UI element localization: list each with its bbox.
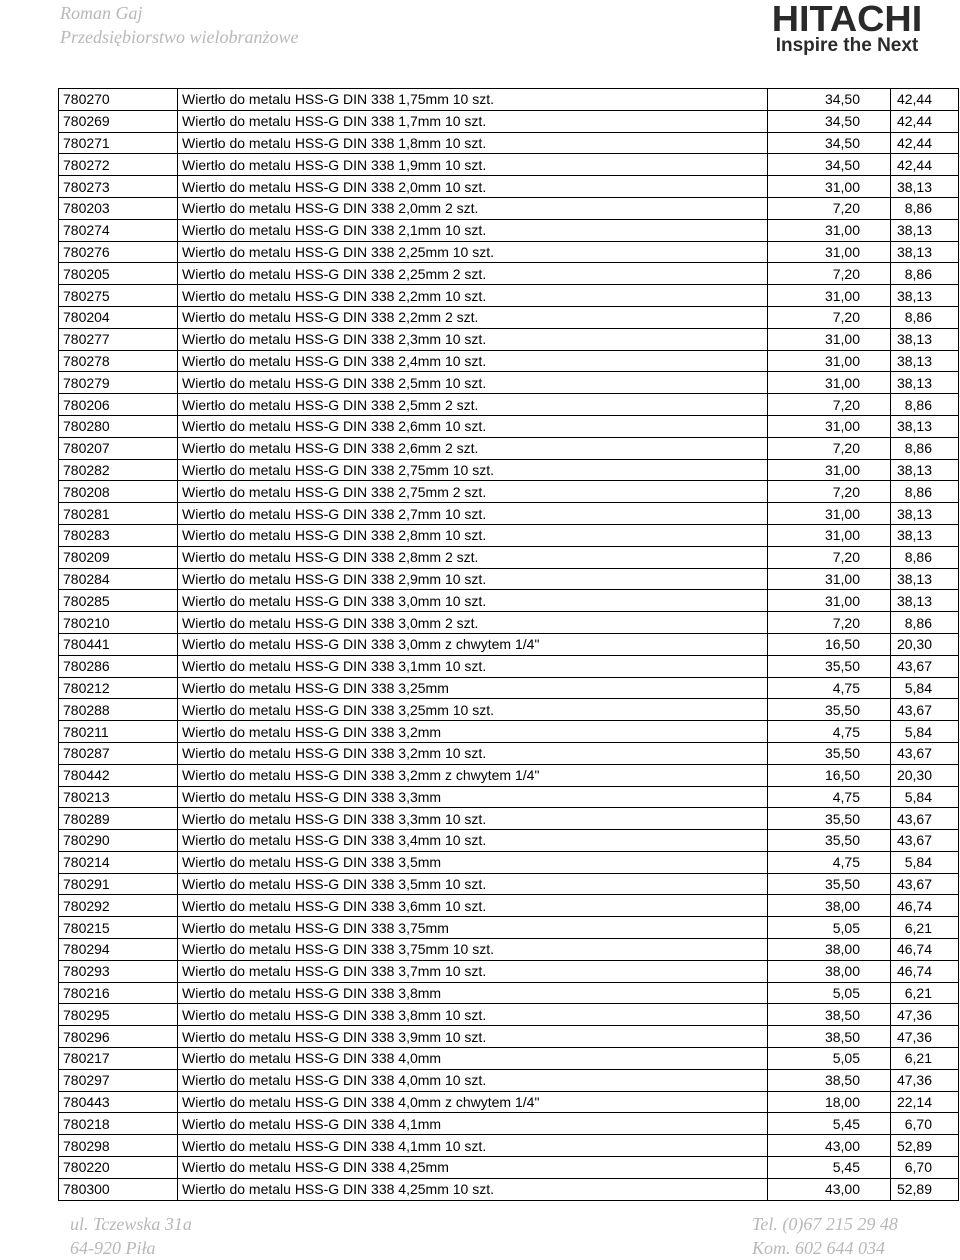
product-code: 780284 [59, 568, 178, 590]
product-description: Wiertło do metalu HSS-G DIN 338 2,0mm 10 szt. [178, 176, 768, 198]
product-code: 780214 [59, 851, 178, 873]
gross-price: 47,36 [891, 1004, 959, 1026]
product-description: Wiertło do metalu HSS-G DIN 338 2,7mm 10 szt. [178, 503, 768, 525]
gross-price: 5,84 [891, 786, 959, 808]
product-description: Wiertło do metalu HSS-G DIN 338 2,3mm 10 szt. [178, 328, 768, 350]
product-description: Wiertło do metalu HSS-G DIN 338 3,4mm 10 szt. [178, 830, 768, 852]
table-row [59, 568, 959, 590]
net-price: 31,00 [768, 503, 891, 525]
table-row [59, 851, 959, 873]
product-code: 780297 [59, 1069, 178, 1091]
gross-price: 42,44 [891, 132, 959, 154]
table-row [59, 917, 959, 939]
gross-price: 38,13 [891, 176, 959, 198]
product-description: Wiertło do metalu HSS-G DIN 338 4,25mm [178, 1157, 768, 1179]
table-row [59, 1091, 959, 1113]
gross-price: 38,13 [891, 568, 959, 590]
gross-price: 22,14 [891, 1091, 959, 1113]
product-description: Wiertło do metalu HSS-G DIN 338 2,6mm 2 szt. [178, 437, 768, 459]
table-row [59, 1069, 959, 1091]
table-row [59, 481, 959, 503]
product-code: 780291 [59, 873, 178, 895]
table-row [59, 677, 959, 699]
product-description: Wiertło do metalu HSS-G DIN 338 3,5mm [178, 851, 768, 873]
product-code: 780286 [59, 655, 178, 677]
table-row [59, 742, 959, 764]
product-description: Wiertło do metalu HSS-G DIN 338 1,7mm 10 szt. [178, 110, 768, 132]
product-description: Wiertło do metalu HSS-G DIN 338 1,8mm 10 szt. [178, 132, 768, 154]
gross-price: 8,86 [891, 394, 959, 416]
table-row [59, 699, 959, 721]
gross-price: 43,67 [891, 808, 959, 830]
brand-name: HITACHI [771, 0, 923, 39]
gross-price: 38,13 [891, 524, 959, 546]
net-price: 38,50 [768, 1004, 891, 1026]
gross-price: 52,89 [891, 1135, 959, 1157]
product-code: 780218 [59, 1113, 178, 1135]
page-header [0, 0, 960, 80]
product-description: Wiertło do metalu HSS-G DIN 338 3,3mm [178, 786, 768, 808]
gross-price: 46,74 [891, 939, 959, 961]
price-table [58, 88, 959, 1201]
gross-price: 38,13 [891, 328, 959, 350]
gross-price: 38,13 [891, 415, 959, 437]
product-description: Wiertło do metalu HSS-G DIN 338 4,25mm 10 szt. [178, 1178, 768, 1200]
gross-price: 43,67 [891, 742, 959, 764]
net-price: 7,20 [768, 546, 891, 568]
product-description: Wiertło do metalu HSS-G DIN 338 2,9mm 10 szt. [178, 568, 768, 590]
gross-price: 6,70 [891, 1157, 959, 1179]
price-table-body [59, 89, 959, 1201]
table-row [59, 612, 959, 634]
phone-number: Tel. (0)67 215 29 48 [752, 1214, 898, 1234]
gross-price: 8,86 [891, 612, 959, 634]
product-description: Wiertło do metalu HSS-G DIN 338 2,0mm 2 szt. [178, 197, 768, 219]
gross-price: 52,89 [891, 1178, 959, 1200]
table-row [59, 1048, 959, 1070]
company-name: Roman Gaj [60, 3, 143, 23]
product-code: 780204 [59, 306, 178, 328]
net-price: 34,50 [768, 132, 891, 154]
product-code: 780274 [59, 219, 178, 241]
gross-price: 38,13 [891, 503, 959, 525]
product-description: Wiertło do metalu HSS-G DIN 338 2,2mm 2 szt. [178, 306, 768, 328]
gross-price: 47,36 [891, 1026, 959, 1048]
gross-price: 38,13 [891, 350, 959, 372]
net-price: 4,75 [768, 786, 891, 808]
gross-price: 38,13 [891, 372, 959, 394]
table-row [59, 372, 959, 394]
gross-price: 8,86 [891, 437, 959, 459]
gross-price: 8,86 [891, 546, 959, 568]
product-description: Wiertło do metalu HSS-G DIN 338 3,5mm 10 szt. [178, 873, 768, 895]
product-code: 780285 [59, 590, 178, 612]
net-price: 5,05 [768, 1048, 891, 1070]
street-address: ul. Tczewska 31a [70, 1214, 192, 1234]
gross-price: 42,44 [891, 110, 959, 132]
net-price: 35,50 [768, 830, 891, 852]
table-row [59, 546, 959, 568]
table-row [59, 154, 959, 176]
product-code: 780275 [59, 285, 178, 307]
product-description: Wiertło do metalu HSS-G DIN 338 3,9mm 10 szt. [178, 1026, 768, 1048]
net-price: 16,50 [768, 764, 891, 786]
net-price: 34,50 [768, 154, 891, 176]
table-row [59, 895, 959, 917]
gross-price: 43,67 [891, 699, 959, 721]
table-row [59, 939, 959, 961]
product-code: 780217 [59, 1048, 178, 1070]
product-code: 780205 [59, 263, 178, 285]
gross-price: 8,86 [891, 306, 959, 328]
product-code: 780208 [59, 481, 178, 503]
product-description: Wiertło do metalu HSS-G DIN 338 2,75mm 2 szt. [178, 481, 768, 503]
product-code: 780271 [59, 132, 178, 154]
gross-price: 46,74 [891, 960, 959, 982]
product-description: Wiertło do metalu HSS-G DIN 338 3,7mm 10 szt. [178, 960, 768, 982]
product-code: 780288 [59, 699, 178, 721]
gross-price: 38,13 [891, 219, 959, 241]
net-price: 7,20 [768, 437, 891, 459]
net-price: 38,00 [768, 939, 891, 961]
net-price: 34,50 [768, 89, 891, 111]
gross-price: 38,13 [891, 459, 959, 481]
product-description: Wiertło do metalu HSS-G DIN 338 3,75mm [178, 917, 768, 939]
net-price: 4,75 [768, 721, 891, 743]
net-price: 35,50 [768, 873, 891, 895]
table-row [59, 721, 959, 743]
gross-price: 43,67 [891, 655, 959, 677]
net-price: 31,00 [768, 524, 891, 546]
net-price: 43,00 [768, 1135, 891, 1157]
net-price: 5,45 [768, 1157, 891, 1179]
product-code: 780281 [59, 503, 178, 525]
table-row [59, 873, 959, 895]
product-description: Wiertło do metalu HSS-G DIN 338 2,5mm 10 szt. [178, 372, 768, 394]
product-code: 780206 [59, 394, 178, 416]
net-price: 31,00 [768, 372, 891, 394]
net-price: 34,50 [768, 110, 891, 132]
net-price: 7,20 [768, 197, 891, 219]
table-row [59, 1004, 959, 1026]
product-code: 780300 [59, 1178, 178, 1200]
product-description: Wiertło do metalu HSS-G DIN 338 2,8mm 2 szt. [178, 546, 768, 568]
product-description: Wiertło do metalu HSS-G DIN 338 4,0mm 10 szt. [178, 1069, 768, 1091]
product-code: 780280 [59, 415, 178, 437]
product-code: 780443 [59, 1091, 178, 1113]
gross-price: 20,30 [891, 633, 959, 655]
table-row [59, 786, 959, 808]
table-row [59, 219, 959, 241]
product-code: 780213 [59, 786, 178, 808]
product-description: Wiertło do metalu HSS-G DIN 338 4,0mm z chwytem 1/4" [178, 1091, 768, 1113]
net-price: 5,05 [768, 982, 891, 1004]
product-description: Wiertło do metalu HSS-G DIN 338 4,1mm [178, 1113, 768, 1135]
mobile-number: Kom. 602 644 034 [752, 1238, 886, 1258]
product-description: Wiertło do metalu HSS-G DIN 338 3,25mm 10 szt. [178, 699, 768, 721]
product-code: 780211 [59, 721, 178, 743]
net-price: 35,50 [768, 742, 891, 764]
product-description: Wiertło do metalu HSS-G DIN 338 2,8mm 10 szt. [178, 524, 768, 546]
gross-price: 8,86 [891, 197, 959, 219]
table-row [59, 415, 959, 437]
product-description: Wiertło do metalu HSS-G DIN 338 3,6mm 10 szt. [178, 895, 768, 917]
gross-price: 46,74 [891, 895, 959, 917]
table-row [59, 830, 959, 852]
table-row [59, 503, 959, 525]
net-price: 31,00 [768, 285, 891, 307]
product-code: 780441 [59, 633, 178, 655]
product-description: Wiertło do metalu HSS-G DIN 338 3,25mm [178, 677, 768, 699]
product-description: Wiertło do metalu HSS-G DIN 338 3,8mm [178, 982, 768, 1004]
net-price: 5,05 [768, 917, 891, 939]
product-code: 780293 [59, 960, 178, 982]
net-price: 31,00 [768, 219, 891, 241]
net-price: 43,00 [768, 1178, 891, 1200]
net-price: 35,50 [768, 699, 891, 721]
product-description: Wiertło do metalu HSS-G DIN 338 3,2mm [178, 721, 768, 743]
gross-price: 43,67 [891, 873, 959, 895]
net-price: 31,00 [768, 459, 891, 481]
product-code: 780203 [59, 197, 178, 219]
table-row [59, 1157, 959, 1179]
product-code: 780216 [59, 982, 178, 1004]
product-description: Wiertło do metalu HSS-G DIN 338 3,1mm 10 szt. [178, 655, 768, 677]
product-description: Wiertło do metalu HSS-G DIN 338 3,2mm z chwytem 1/4" [178, 764, 768, 786]
product-code: 780270 [59, 89, 178, 111]
product-code: 780220 [59, 1157, 178, 1179]
product-code: 780283 [59, 524, 178, 546]
net-price: 35,50 [768, 808, 891, 830]
table-row [59, 197, 959, 219]
table-row [59, 89, 959, 111]
table-row [59, 263, 959, 285]
table-row [59, 459, 959, 481]
product-description: Wiertło do metalu HSS-G DIN 338 4,0mm [178, 1048, 768, 1070]
product-code: 780215 [59, 917, 178, 939]
net-price: 31,00 [768, 568, 891, 590]
gross-price: 6,21 [891, 982, 959, 1004]
product-code: 780289 [59, 808, 178, 830]
product-code: 780209 [59, 546, 178, 568]
net-price: 7,20 [768, 306, 891, 328]
product-description: Wiertło do metalu HSS-G DIN 338 2,25mm 2 szt. [178, 263, 768, 285]
product-description: Wiertło do metalu HSS-G DIN 338 1,9mm 10 szt. [178, 154, 768, 176]
net-price: 7,20 [768, 612, 891, 634]
table-row [59, 241, 959, 263]
company-block [60, 2, 299, 48]
table-row [59, 808, 959, 830]
product-description: Wiertło do metalu HSS-G DIN 338 3,0mm 10 szt. [178, 590, 768, 612]
product-description: Wiertło do metalu HSS-G DIN 338 3,3mm 10 szt. [178, 808, 768, 830]
product-code: 780212 [59, 677, 178, 699]
gross-price: 5,84 [891, 677, 959, 699]
product-code: 780276 [59, 241, 178, 263]
table-row [59, 394, 959, 416]
product-description: Wiertło do metalu HSS-G DIN 338 3,75mm 10 szt. [178, 939, 768, 961]
table-row [59, 176, 959, 198]
table-row [59, 764, 959, 786]
product-code: 780272 [59, 154, 178, 176]
product-description: Wiertło do metalu HSS-G DIN 338 3,2mm 10 szt. [178, 742, 768, 764]
table-row [59, 655, 959, 677]
table-row [59, 328, 959, 350]
table-row [59, 1113, 959, 1135]
gross-price: 47,36 [891, 1069, 959, 1091]
product-code: 780277 [59, 328, 178, 350]
product-code: 780279 [59, 372, 178, 394]
product-code: 780287 [59, 742, 178, 764]
net-price: 7,20 [768, 394, 891, 416]
net-price: 7,20 [768, 263, 891, 285]
product-code: 780210 [59, 612, 178, 634]
net-price: 38,50 [768, 1069, 891, 1091]
product-description: Wiertło do metalu HSS-G DIN 338 2,25mm 10 szt. [178, 241, 768, 263]
product-description: Wiertło do metalu HSS-G DIN 338 2,4mm 10 szt. [178, 350, 768, 372]
product-code: 780294 [59, 939, 178, 961]
net-price: 31,00 [768, 590, 891, 612]
product-code: 780269 [59, 110, 178, 132]
table-row [59, 1026, 959, 1048]
net-price: 31,00 [768, 350, 891, 372]
product-description: Wiertło do metalu HSS-G DIN 338 2,2mm 10 szt. [178, 285, 768, 307]
product-description: Wiertło do metalu HSS-G DIN 338 3,0mm z chwytem 1/4" [178, 633, 768, 655]
net-price: 38,00 [768, 960, 891, 982]
product-description: Wiertło do metalu HSS-G DIN 338 3,0mm 2 szt. [178, 612, 768, 634]
product-description: Wiertło do metalu HSS-G DIN 338 2,1mm 10 szt. [178, 219, 768, 241]
table-row [59, 1135, 959, 1157]
brand-logo [752, 2, 942, 56]
table-row [59, 110, 959, 132]
gross-price: 8,86 [891, 481, 959, 503]
address-block [70, 1212, 192, 1260]
net-price: 31,00 [768, 241, 891, 263]
table-row [59, 960, 959, 982]
table-row [59, 285, 959, 307]
product-code: 780296 [59, 1026, 178, 1048]
net-price: 31,00 [768, 415, 891, 437]
gross-price: 38,13 [891, 590, 959, 612]
product-description: Wiertło do metalu HSS-G DIN 338 4,1mm 10 szt. [178, 1135, 768, 1157]
city-address: 64-920 Piła [70, 1238, 156, 1258]
table-row [59, 1178, 959, 1200]
product-code: 780442 [59, 764, 178, 786]
net-price: 38,00 [768, 895, 891, 917]
product-code: 780298 [59, 1135, 178, 1157]
price-table-wrapper [58, 88, 958, 1201]
product-description: Wiertło do metalu HSS-G DIN 338 3,8mm 10 szt. [178, 1004, 768, 1026]
net-price: 35,50 [768, 655, 891, 677]
product-code: 780282 [59, 459, 178, 481]
product-code: 780207 [59, 437, 178, 459]
table-row [59, 437, 959, 459]
table-row [59, 306, 959, 328]
table-row [59, 633, 959, 655]
gross-price: 42,44 [891, 154, 959, 176]
brand-slogan: Inspire the Next [775, 35, 919, 56]
table-row [59, 982, 959, 1004]
net-price: 31,00 [768, 176, 891, 198]
gross-price: 43,67 [891, 830, 959, 852]
product-description: Wiertło do metalu HSS-G DIN 338 1,75mm 10 szt. [178, 89, 768, 111]
gross-price: 6,21 [891, 1048, 959, 1070]
product-description: Wiertło do metalu HSS-G DIN 338 2,5mm 2 szt. [178, 394, 768, 416]
product-description: Wiertło do metalu HSS-G DIN 338 2,6mm 10 szt. [178, 415, 768, 437]
product-code: 780278 [59, 350, 178, 372]
gross-price: 5,84 [891, 851, 959, 873]
gross-price: 6,21 [891, 917, 959, 939]
product-code: 780292 [59, 895, 178, 917]
product-code: 780290 [59, 830, 178, 852]
product-code: 780295 [59, 1004, 178, 1026]
table-row [59, 524, 959, 546]
gross-price: 38,13 [891, 285, 959, 307]
net-price: 5,45 [768, 1113, 891, 1135]
net-price: 18,00 [768, 1091, 891, 1113]
table-row [59, 590, 959, 612]
product-code: 780273 [59, 176, 178, 198]
product-description: Wiertło do metalu HSS-G DIN 338 2,75mm 10 szt. [178, 459, 768, 481]
gross-price: 42,44 [891, 89, 959, 111]
net-price: 16,50 [768, 633, 891, 655]
table-row [59, 132, 959, 154]
company-subtitle: Przedsiębiorstwo wielobranżowe [60, 27, 299, 47]
gross-price: 5,84 [891, 721, 959, 743]
gross-price: 38,13 [891, 241, 959, 263]
contact-block [752, 1212, 898, 1260]
gross-price: 6,70 [891, 1113, 959, 1135]
table-row [59, 350, 959, 372]
net-price: 31,00 [768, 328, 891, 350]
net-price: 7,20 [768, 481, 891, 503]
net-price: 38,50 [768, 1026, 891, 1048]
net-price: 4,75 [768, 851, 891, 873]
net-price: 4,75 [768, 677, 891, 699]
gross-price: 8,86 [891, 263, 959, 285]
gross-price: 20,30 [891, 764, 959, 786]
page-footer [0, 1210, 960, 1258]
